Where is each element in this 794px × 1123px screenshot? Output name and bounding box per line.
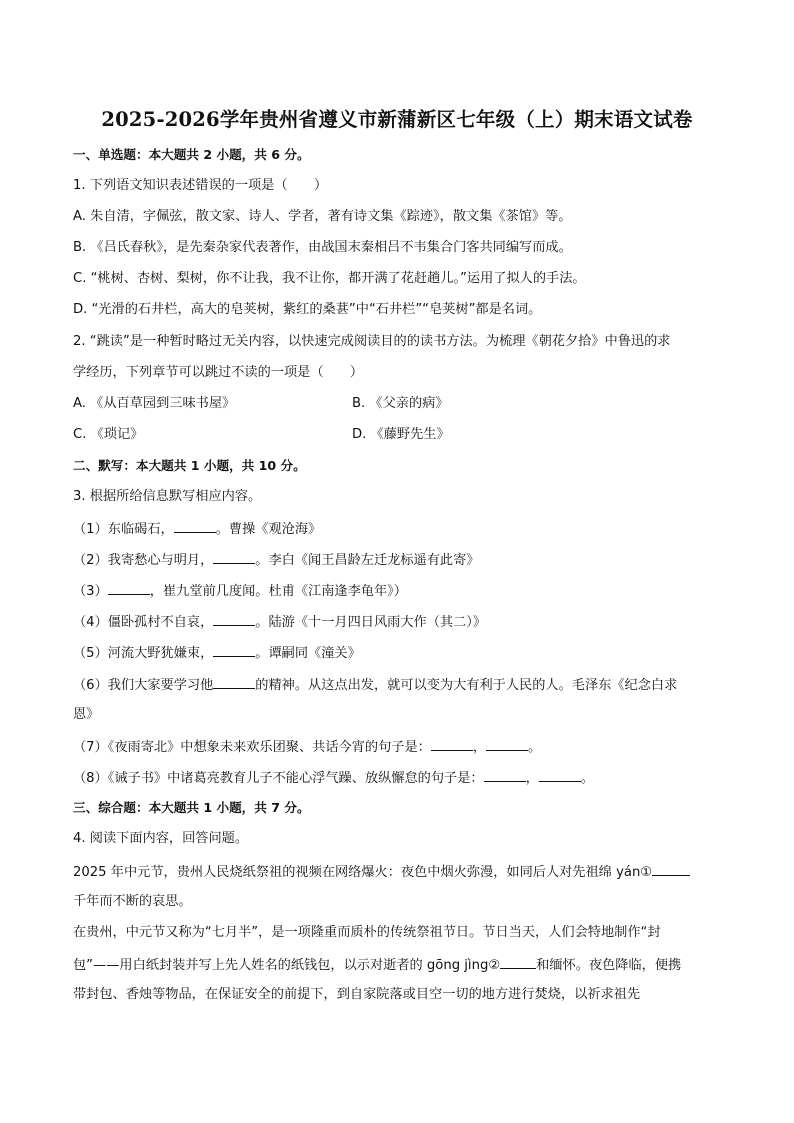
answer-blank bbox=[539, 768, 581, 782]
question-3-item-5: （5）河流大野犹嫌束， 。谭嗣同《潼关》 bbox=[73, 643, 723, 663]
question-2-options-row1 bbox=[73, 395, 723, 413]
question-1-option-c: C. “桃树、杏树、梨树，你不让我，我不让你，都开满了花赶趟儿。”运用了拟人的手法。 bbox=[73, 271, 586, 286]
question-2-option-b: B. 《父亲的病》 bbox=[352, 396, 449, 411]
section-header-single-choice: 一、单选题：本大题共 2 小题，共 6 分。 bbox=[73, 147, 310, 162]
question-1-option-d: D. “光滑的石井栏，高大的皂荚树，紫红的桑葚”中“石井栏”“皂荚树”都是名词。 bbox=[73, 302, 542, 317]
question-3-item-7: （7）《夜雨寄北》中想象未来欢乐团聚、共话今宵的句子是： ， 。 bbox=[73, 737, 723, 757]
question-1-stem: 1. 下列语文知识表述错误的一项是（ ） bbox=[73, 178, 328, 193]
question-2-option-c: C. 《琐记》 bbox=[73, 427, 144, 442]
answer-blank bbox=[486, 737, 528, 751]
page-title: 2025-2026学年贵州省遵义市新蒲新区七年级（上）期末语文试卷 bbox=[101, 108, 693, 131]
answer-blank bbox=[174, 519, 216, 533]
section-header-comprehensive: 三、综合题：本大题共 1 小题，共 7 分。 bbox=[73, 800, 310, 815]
question-3-item-3: （3） ，崔九堂前几度闻。杜甫《江南逢李龟年》） bbox=[73, 581, 723, 601]
question-3-item-4: （4）僵卧孤村不自哀， 。陆游《十一月四日风雨大作（其二）》 bbox=[73, 612, 723, 632]
question-3-item-8: （8）《诫子书》中诸葛亮教育儿子不能心浮气躁、放纵懈怠的句子是： ， 。 bbox=[73, 768, 723, 788]
answer-blank bbox=[652, 862, 690, 876]
question-2-options-row2 bbox=[73, 426, 723, 444]
answer-blank bbox=[108, 581, 150, 595]
section-header-dictation: 二、默写：本大题共 1 小题，共 10 分。 bbox=[73, 458, 306, 473]
passage-paragraph-2-line1: 在贵州，中元节又称为“七月半”，是一项隆重而质朴的传统祭祖节日。节日当天，人们会特地制作“封 bbox=[73, 925, 661, 940]
question-3-item-6-line2: 恩》 bbox=[73, 707, 100, 722]
question-2-stem-line2: 学经历，下列章节可以跳过不读的一项是（ ） bbox=[73, 365, 364, 380]
question-2-option-a: A. 《从百草园到三味书屋》 bbox=[73, 396, 236, 411]
passage-paragraph-1-line2: 千年而不断的哀思。 bbox=[73, 894, 192, 909]
question-3-stem: 3. 根据所给信息默写相应内容。 bbox=[73, 489, 262, 504]
question-4-stem: 4. 阅读下面内容，回答问题。 bbox=[73, 831, 249, 846]
question-1-option-b: B. 《吕氏春秋》，是先秦杂家代表著作，由战国末秦相吕不韦集合门客共同编写而成。 bbox=[73, 240, 572, 255]
question-3-item-6: （6）我们大家要学习他 的精神。从这点出发，就可以变为大有利于人民的人。毛泽东《纪念白求 bbox=[73, 675, 723, 695]
passage-paragraph-2-line2: 包”——用白纸封装并写上先人姓名的纸钱包，以示对逝者的 gōng jìng② 和缅怀。夜色降临，便携 bbox=[73, 955, 723, 975]
question-3-item-1: （1）东临碣石， 。曹操《观沧海》 bbox=[73, 519, 723, 539]
answer-blank bbox=[213, 550, 255, 564]
answer-blank bbox=[213, 643, 255, 657]
question-1-option-a: A. 朱自清，字佩弦，散文家、诗人、学者，著有诗文集《踪迹》，散文集《茶馆》等。 bbox=[73, 209, 572, 224]
answer-blank bbox=[213, 675, 255, 689]
passage-paragraph-2-line3: 带封包、香烛等物品，在保证安全的前提下，到自家院落或目空一切的地方进行焚烧，以祈求祖先 bbox=[73, 987, 641, 1002]
question-2-stem-line1: 2. “跳读”是一种暂时略过无关内容，以快速完成阅读目的的读书方法。为梳理《朝花夕拾》中鲁迅的求 bbox=[73, 334, 671, 349]
passage-paragraph-1-line1: 2025 年中元节，贵州人民烧纸祭祖的视频在网络爆火：夜色中烟火弥漫，如同后人对先祖绵 yán① bbox=[73, 862, 723, 882]
answer-blank bbox=[500, 955, 536, 969]
answer-blank bbox=[213, 612, 255, 626]
question-2-option-d: D. 《藤野先生》 bbox=[352, 427, 450, 442]
answer-blank bbox=[431, 737, 473, 751]
answer-blank bbox=[484, 768, 526, 782]
question-3-item-2: （2）我寄愁心与明月， 。李白《闻王昌龄左迁龙标遥有此寄》 bbox=[73, 550, 723, 570]
